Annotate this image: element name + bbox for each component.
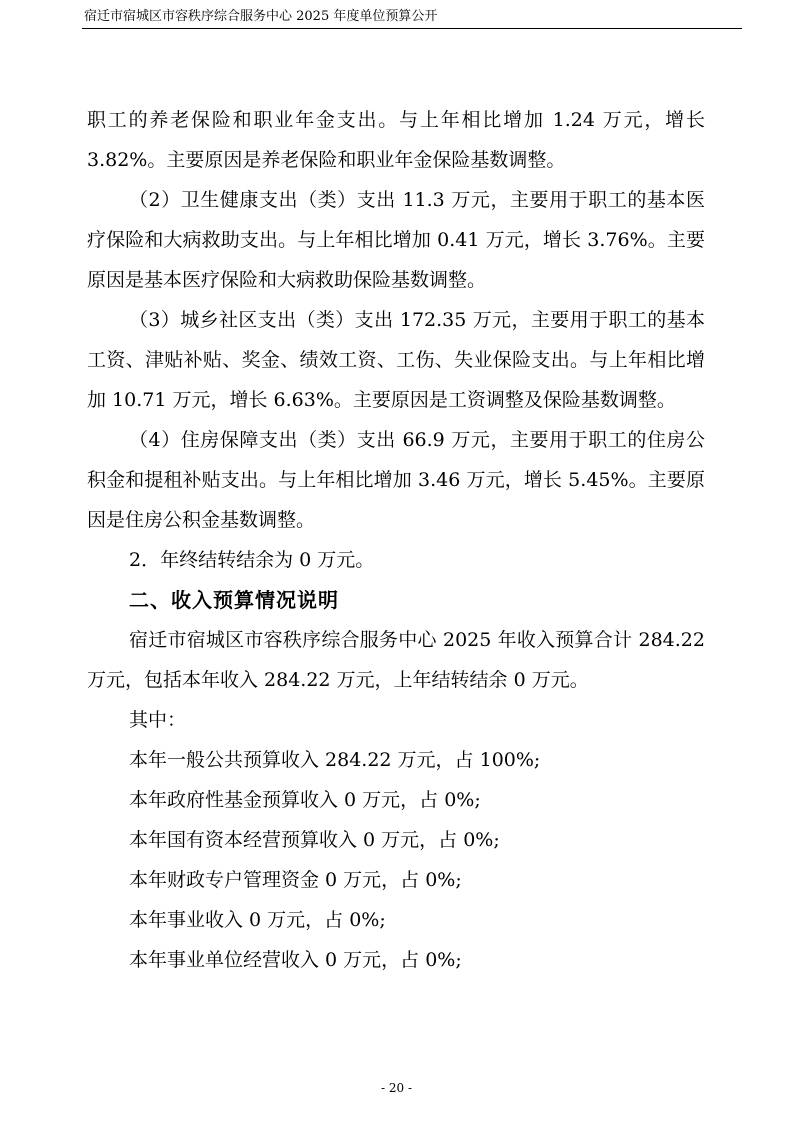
income-item-public-institution-operating: 本年事业单位经营收入 0 万元，占 0%; bbox=[129, 949, 462, 971]
income-item-government-fund: 本年政府性基金预算收入 0 万元，占 0%; bbox=[129, 789, 481, 811]
section-heading-income-budget: 二、收入预算情况说明 bbox=[129, 588, 339, 612]
paragraph-among-which: 其中： bbox=[129, 709, 187, 731]
document-body bbox=[87, 100, 705, 980]
page-header-title: 宿迁市宿城区市容秩序综合服务中心 2025 年度单位预算公开 bbox=[84, 9, 438, 24]
paragraph-urban-rural-expenditure: （3）城乡社区支出（类）支出 172.35 万元，主要用于职工的基本工资、津贴补贴、奖金、绩效工资、工伤、失业保险支出。与上年相比增加 10.71 万元，增长 6.63%。主要原因是工资调整及保险基数调整。 bbox=[87, 309, 705, 411]
header-divider bbox=[82, 28, 742, 29]
paragraph-year-end-balance: 2．年终结转结余为 0 万元。 bbox=[129, 549, 375, 571]
paragraph-pension: 职工的养老保险和职业年金支出。与上年相比增加 1.24 万元，增长 3.82%。主要原因是养老保险和职业年金保险基数调整。 bbox=[87, 109, 705, 171]
paragraph-income-total: 宿迁市宿城区市容秩序综合服务中心 2025 年收入预算合计 284.22 万元，包括本年收入 284.22 万元，上年结转结余 0 万元。 bbox=[87, 629, 705, 691]
income-item-general-public: 本年一般公共预算收入 284.22 万元，占 100%; bbox=[129, 749, 541, 771]
income-item-business-income: 本年事业收入 0 万元，占 0%; bbox=[129, 909, 386, 931]
paragraph-housing-expenditure: （4）住房保障支出（类）支出 66.9 万元，主要用于职工的住房公积金和提租补贴支出。与上年相比增加 3.46 万元，增长 5.45%。主要原因是住房公积金基数调整。 bbox=[87, 429, 705, 531]
page-number: - 20 - bbox=[380, 1081, 412, 1095]
income-item-state-capital: 本年国有资本经营预算收入 0 万元，占 0%; bbox=[129, 829, 500, 851]
paragraph-health-expenditure: （2）卫生健康支出（类）支出 11.3 万元，主要用于职工的基本医疗保险和大病救助支出。与上年相比增加 0.41 万元，增长 3.76%。主要原因是基本医疗保险和大病救助保险基数调整。 bbox=[87, 189, 705, 291]
income-item-fiscal-special-account: 本年财政专户管理资金 0 万元，占 0%; bbox=[129, 869, 462, 891]
